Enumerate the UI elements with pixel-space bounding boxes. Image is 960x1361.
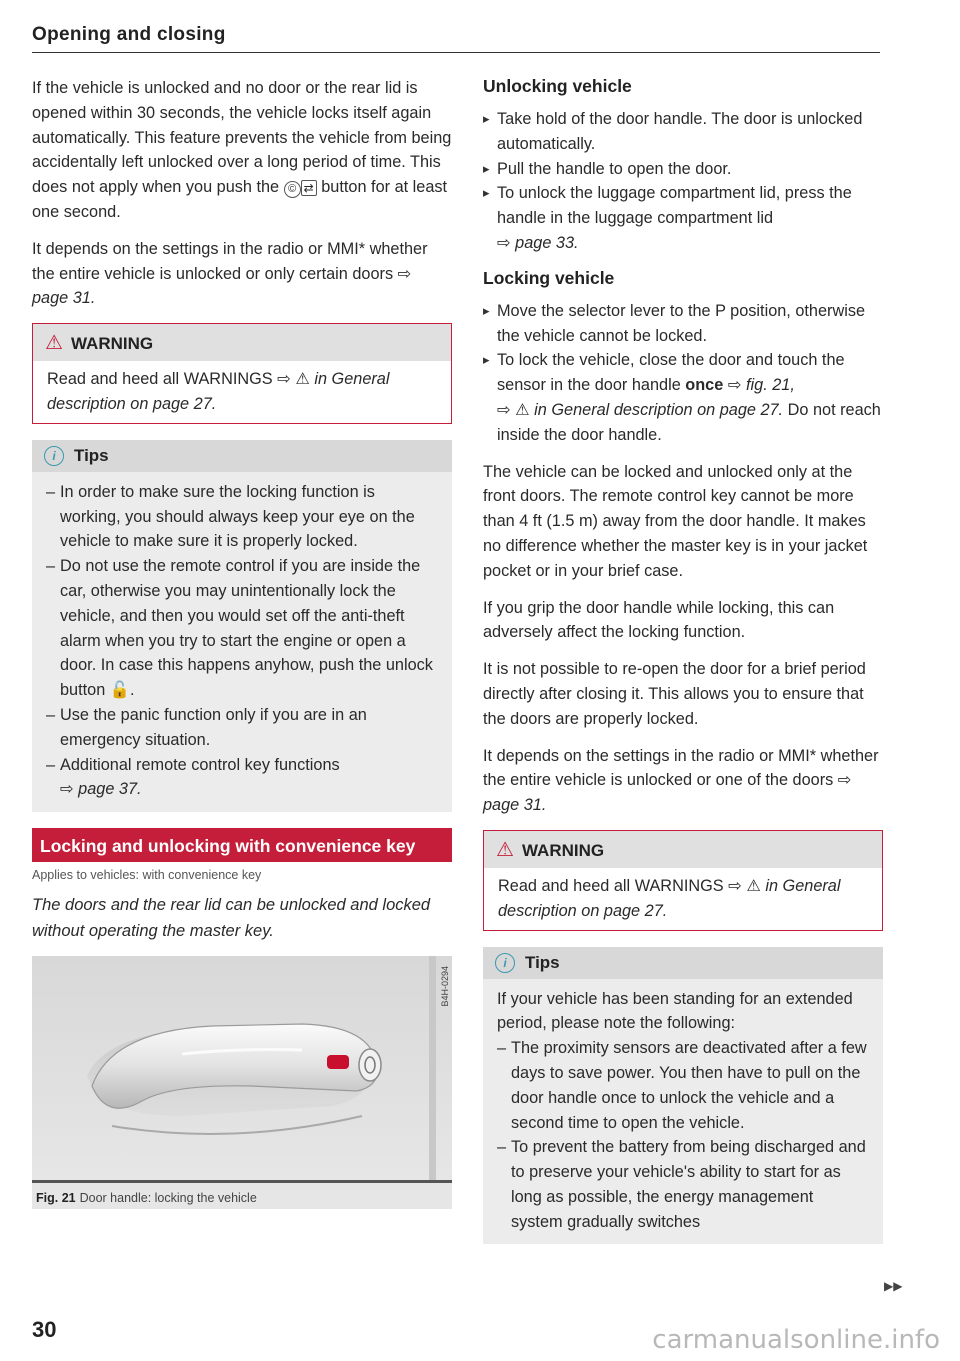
- door-handle-figure: [32, 956, 452, 1183]
- settings-paragraph-right: It depends on the settings in the radio or MMI* whether the entire vehicle is unlocked or one of the doors ⇨ page 31.: [483, 746, 879, 815]
- warning-triangle-icon: ⚠: [496, 838, 514, 861]
- left-column: [32, 76, 452, 1229]
- continue-arrow-icon: ▶▶: [884, 1279, 903, 1293]
- page-37-link[interactable]: ⇨ page 37.: [60, 780, 142, 799]
- warning-header: ⚠ WARNING: [484, 831, 882, 868]
- page-33-link[interactable]: ⇨ page 33.: [497, 233, 579, 252]
- list-item: ▸ To lock the vehicle, close the door and touch the sensor in the door handle once ⇨ fig. 21, ⇨ ⚠ in General description on page 27. Do not reach inside the door handle.: [483, 348, 883, 447]
- tips-intro: If your vehicle has been standing for an extended period, please note the following:: [497, 989, 853, 1033]
- warning-box: [32, 323, 452, 424]
- tips-header: i Tips: [483, 947, 883, 979]
- door-handle-illustration: [32, 956, 432, 1180]
- list-item: – Use the panic function only if you are in an emergency situation.: [46, 703, 438, 753]
- list-item: – To prevent the battery from being discharged and to preserve your vehicle's ability to start for as long as possible, the energy management system gradually switches: [497, 1135, 869, 1234]
- list-item: ▸ Pull the handle to open the door.: [483, 157, 883, 182]
- list-item: ▸ To unlock the luggage compartment lid, press the handle in the luggage compartment lid ⇨ page 33.: [483, 181, 883, 255]
- list-item: – Additional remote control key functions ⇨ page 37.: [46, 753, 438, 803]
- unlock-button-icon: ⇄: [301, 180, 317, 196]
- list-item: ▸ Take hold of the door handle. The door is unlocked automatically.: [483, 107, 883, 157]
- list-item: – In order to make sure the locking function is working, you should always keep your eye on the vehicle to make sure it is properly locked.: [46, 480, 438, 554]
- applies-note: Applies to vehicles: with convenience key: [32, 868, 262, 883]
- settings-paragraph: It depends on the settings in the radio or MMI* whether the entire vehicle is unlocked or only certain doors ⇨ page 31.: [32, 239, 428, 308]
- warning-body: Read and heed all WARNINGS ⇨ ⚠ in General description on page 27.: [47, 370, 390, 413]
- tips-body: [32, 472, 452, 812]
- right-column: [483, 76, 883, 1260]
- convenience-key-section-title: Locking and unlocking with convenience key: [32, 828, 452, 862]
- tips-box: [483, 947, 883, 1245]
- general-description-link[interactable]: ⇨ ⚠ in General description on page 27.: [497, 400, 784, 419]
- watermark: carmanualsonline.info: [652, 1325, 940, 1355]
- grip-paragraph: If you grip the door handle while locking, this can adversely affect the locking function.: [483, 598, 835, 642]
- section-intro: The doors and the rear lid can be unlocked and locked without operating the master key.: [32, 896, 431, 941]
- auto-relock-paragraph: If the vehicle is unlocked and no door or the rear lid is opened within 30 seconds, the vehicle locks itself again automatically. This feature prevents the vehicle from being accidentally left unlocked over a long period of time. This does not apply when you push the © ⇄ button for at least one second.: [32, 79, 452, 221]
- figure-side-bar: [429, 956, 436, 1180]
- figure-code: B4H-0294: [440, 966, 450, 1007]
- page-31-link[interactable]: ⇨ page 31.: [483, 771, 852, 815]
- list-item: – The proximity sensors are deactivated after a few days to save power. You then have to pull on the door handle once to unlock the vehicle and a second time to open the vehicle.: [497, 1036, 869, 1135]
- info-icon: i: [44, 446, 64, 466]
- warning-triangle-icon: ⚠: [45, 332, 63, 355]
- tips-box: [32, 440, 452, 812]
- warning-box: [483, 830, 883, 931]
- tips-body: [483, 979, 883, 1245]
- list-item: ▸ Move the selector lever to the P position, otherwise the vehicle cannot be locked.: [483, 299, 883, 349]
- page-number: 30: [32, 1317, 57, 1342]
- info-icon: i: [495, 953, 515, 973]
- page-31-link[interactable]: ⇨ page 31.: [32, 264, 412, 308]
- unlocking-heading: Unlocking vehicle: [483, 76, 632, 96]
- front-doors-paragraph: The vehicle can be locked and unlocked only at the front doors. The remote control key cannot be more than 4 ft (1.5 m) away from the door handle. It makes no difference whether the master key is in your jacket pocket or in your brief case.: [483, 462, 868, 580]
- warning-ref-link[interactable]: ⚠ in General description on page 27.: [498, 876, 841, 920]
- fig-21-link[interactable]: ⇨ fig. 21,: [727, 376, 795, 395]
- warning-body: Read and heed all WARNINGS ⇨ ⚠ in General description on page 27.: [498, 876, 841, 920]
- warning-header: ⚠ WARNING: [33, 324, 451, 361]
- figure-caption: Fig. 21 Door handle: locking the vehicle: [32, 1183, 452, 1209]
- list-item: – Do not use the remote control if you are inside the car, otherwise you may unintentionally lock the vehicle, and then you would set off the anti-theft alarm when you try to start the engine or open a door. In case this happens anyhow, push the unlock button 🔓.: [46, 554, 438, 703]
- reopen-paragraph: It is not possible to re-open the door for a brief period directly after closing it. This allows you to ensure that the doors are properly locked.: [483, 660, 866, 728]
- warning-ref-link[interactable]: ⚠ in General description on page 27.: [47, 370, 390, 413]
- tips-header: i Tips: [32, 440, 452, 472]
- page-header: [32, 24, 880, 53]
- lock-sensor-icon: [327, 1055, 349, 1069]
- c-key-icon: ©: [284, 181, 301, 198]
- section-header-title: Opening and closing: [32, 24, 226, 45]
- locking-heading: Locking vehicle: [483, 267, 615, 288]
